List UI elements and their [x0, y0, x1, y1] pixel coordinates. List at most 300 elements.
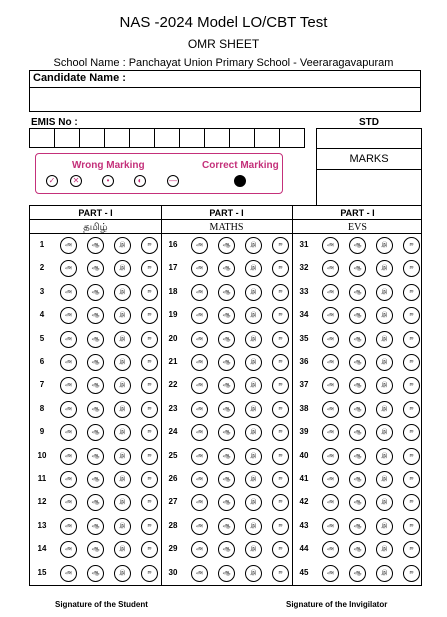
- answer-bubble[interactable]: அ: [60, 331, 77, 348]
- question-number: 32: [299, 263, 309, 273]
- question-row: [30, 469, 161, 491]
- answer-bubble[interactable]: அ: [191, 331, 208, 348]
- answer-bubble[interactable]: ஈ: [403, 518, 420, 535]
- answer-bubble[interactable]: இ: [114, 237, 131, 254]
- answer-bubble[interactable]: ஈ: [272, 331, 289, 348]
- question-number: 3: [39, 286, 45, 296]
- answer-bubble[interactable]: இ: [114, 354, 131, 371]
- question-row: [292, 563, 423, 585]
- answer-bubble[interactable]: ஈ: [403, 494, 420, 511]
- answer-bubble[interactable]: அ: [322, 284, 339, 301]
- question-row: [292, 539, 423, 561]
- answer-bubble[interactable]: ஆ: [218, 401, 235, 418]
- question-number: 22: [168, 380, 178, 390]
- wrong-mark-example: •: [102, 175, 114, 187]
- answer-bubble[interactable]: ஈ: [141, 284, 158, 301]
- answer-bubble[interactable]: ஆ: [349, 307, 366, 324]
- answer-bubble[interactable]: ஆ: [349, 260, 366, 277]
- std-divider: [317, 148, 421, 149]
- answer-bubble[interactable]: அ: [60, 401, 77, 418]
- answer-bubble[interactable]: ஆ: [87, 401, 104, 418]
- answer-bubble[interactable]: இ: [245, 237, 262, 254]
- question-row: [30, 352, 161, 374]
- question-number: 29: [168, 544, 178, 554]
- invigilator-signature: Signature of the Invigilator: [286, 600, 388, 609]
- answer-bubble[interactable]: ஈ: [403, 401, 420, 418]
- question-row: [30, 563, 161, 585]
- question-number: 10: [37, 450, 47, 460]
- answer-bubble[interactable]: ஈ: [403, 237, 420, 254]
- question-row: [161, 399, 292, 421]
- answer-bubble[interactable]: ஈ: [272, 518, 289, 535]
- answer-bubble[interactable]: ஆ: [87, 518, 104, 535]
- answer-bubble[interactable]: ஈ: [141, 448, 158, 465]
- answer-bubble[interactable]: ஈ: [403, 448, 420, 465]
- question-row: [161, 539, 292, 561]
- emis-digit-box[interactable]: [104, 128, 130, 148]
- answer-bubble[interactable]: அ: [191, 260, 208, 277]
- answer-bubble[interactable]: இ: [245, 518, 262, 535]
- emis-digit-box[interactable]: [54, 128, 80, 148]
- answer-bubble[interactable]: ஈ: [272, 354, 289, 371]
- answer-bubble[interactable]: ஈ: [141, 401, 158, 418]
- answer-bubble[interactable]: அ: [322, 541, 339, 558]
- answer-bubble[interactable]: ஈ: [272, 424, 289, 441]
- answer-bubble[interactable]: இ: [376, 424, 393, 441]
- answer-bubble[interactable]: அ: [322, 354, 339, 371]
- answer-bubble[interactable]: இ: [245, 307, 262, 324]
- answer-bubble[interactable]: இ: [114, 307, 131, 324]
- answer-bubble[interactable]: அ: [60, 471, 77, 488]
- answer-bubble[interactable]: ஆ: [87, 448, 104, 465]
- answer-bubble[interactable]: ஈ: [403, 377, 420, 394]
- answer-bubble[interactable]: இ: [376, 354, 393, 371]
- std-label: STD: [359, 117, 379, 128]
- answer-bubble[interactable]: ஆ: [349, 237, 366, 254]
- answer-bubble[interactable]: இ: [245, 331, 262, 348]
- question-row: [292, 422, 423, 444]
- question-row: [30, 539, 161, 561]
- answer-bubble[interactable]: இ: [376, 471, 393, 488]
- question-number: 21: [168, 357, 178, 366]
- answer-bubble[interactable]: ஈ: [272, 237, 289, 254]
- answer-bubble[interactable]: ஆ: [87, 284, 104, 301]
- question-row: [292, 305, 423, 327]
- question-row: [161, 446, 292, 468]
- answer-bubble[interactable]: அ: [191, 448, 208, 465]
- answer-bubble[interactable]: இ: [114, 260, 131, 277]
- answer-bubble[interactable]: இ: [245, 471, 262, 488]
- emis-digit-box[interactable]: [29, 128, 55, 148]
- question-number: 13: [37, 520, 47, 530]
- answer-bubble[interactable]: ஆ: [218, 331, 235, 348]
- answer-bubble[interactable]: இ: [245, 377, 262, 394]
- answer-bubble[interactable]: அ: [191, 354, 208, 371]
- question-row: [292, 235, 423, 257]
- question-row: [161, 235, 292, 257]
- question-number: 36: [299, 357, 309, 366]
- student-signature: Signature of the Student: [55, 600, 148, 609]
- answer-bubble[interactable]: ஈ: [272, 284, 289, 301]
- subject-heading: MATHS: [209, 222, 244, 233]
- answer-bubble[interactable]: அ: [60, 448, 77, 465]
- marks-divider: [317, 169, 421, 170]
- answer-bubble[interactable]: ஆ: [218, 565, 235, 582]
- answer-bubble[interactable]: அ: [322, 307, 339, 324]
- answer-bubble[interactable]: இ: [245, 565, 262, 582]
- question-row: [161, 352, 292, 374]
- question-number: 7: [39, 380, 45, 390]
- answer-bubble[interactable]: ஆ: [87, 494, 104, 511]
- correct-mark-example: [234, 175, 246, 187]
- answer-bubble[interactable]: அ: [322, 518, 339, 535]
- emis-label: EMIS No :: [31, 117, 78, 128]
- question-number: 25: [168, 450, 178, 460]
- question-number: 43: [299, 520, 309, 530]
- std-marks-box: [316, 128, 422, 206]
- question-row: [30, 235, 161, 257]
- question-row: [161, 563, 292, 585]
- question-number: 37: [299, 380, 309, 390]
- answer-bubble[interactable]: இ: [245, 541, 262, 558]
- answer-bubble[interactable]: இ: [114, 565, 131, 582]
- answer-bubble[interactable]: ஆ: [218, 237, 235, 254]
- answer-bubble[interactable]: ஈ: [272, 494, 289, 511]
- emis-digit-box[interactable]: [79, 128, 105, 148]
- answer-bubble[interactable]: அ: [322, 237, 339, 254]
- answer-bubble[interactable]: அ: [60, 424, 77, 441]
- answer-bubble[interactable]: ஆ: [218, 307, 235, 324]
- answer-bubble[interactable]: அ: [60, 284, 77, 301]
- answer-bubble[interactable]: அ: [191, 284, 208, 301]
- answer-bubble[interactable]: ஆ: [349, 541, 366, 558]
- answer-bubble[interactable]: ஆ: [349, 377, 366, 394]
- question-number: 20: [168, 333, 178, 343]
- question-row: [30, 399, 161, 421]
- question-number: 31: [299, 240, 309, 249]
- marks-label: MARKS: [349, 153, 389, 165]
- answer-bubble[interactable]: ஈ: [141, 237, 158, 254]
- question-row: [161, 469, 292, 491]
- answer-bubble[interactable]: இ: [114, 448, 131, 465]
- question-number: 45: [299, 567, 309, 577]
- question-number: 15: [37, 567, 47, 577]
- answer-bubble[interactable]: ஈ: [141, 565, 158, 582]
- question-number: 39: [299, 427, 309, 437]
- answer-bubble[interactable]: அ: [322, 494, 339, 511]
- answer-bubble[interactable]: அ: [322, 401, 339, 418]
- sheet-title: NAS -2024 Model LO/CBT Test: [119, 14, 328, 31]
- wrong-mark-example: ✕: [70, 175, 82, 187]
- wrong-mark-example: ✓: [46, 175, 58, 187]
- answer-bubble[interactable]: ஆ: [349, 494, 366, 511]
- question-row: [292, 258, 423, 280]
- question-row: [292, 375, 423, 397]
- answer-bubble[interactable]: அ: [322, 471, 339, 488]
- emis-digit-box[interactable]: [179, 128, 205, 148]
- answer-bubble[interactable]: அ: [191, 518, 208, 535]
- answer-bubble[interactable]: இ: [114, 541, 131, 558]
- answer-bubble[interactable]: ஈ: [403, 260, 420, 277]
- question-row: [30, 492, 161, 514]
- answer-bubble[interactable]: ஈ: [403, 307, 420, 324]
- question-row: [161, 329, 292, 351]
- answer-bubble[interactable]: ஆ: [218, 494, 235, 511]
- answer-bubble[interactable]: ஈ: [403, 284, 420, 301]
- emis-digit-box[interactable]: [204, 128, 230, 148]
- answer-bubble[interactable]: இ: [376, 331, 393, 348]
- answer-bubble[interactable]: ஆ: [218, 377, 235, 394]
- emis-digit-box[interactable]: [129, 128, 155, 148]
- answer-bubble[interactable]: ஈ: [403, 565, 420, 582]
- question-number: 26: [168, 474, 178, 483]
- answer-bubble[interactable]: ஆ: [87, 471, 104, 488]
- question-number: 34: [299, 310, 309, 320]
- question-row: [161, 258, 292, 280]
- answer-bubble[interactable]: இ: [376, 307, 393, 324]
- answer-bubble[interactable]: ஆ: [87, 424, 104, 441]
- answer-bubble[interactable]: இ: [376, 494, 393, 511]
- answer-bubble[interactable]: ஆ: [87, 237, 104, 254]
- emis-digit-box[interactable]: [154, 128, 180, 148]
- subject-heading: EVS: [348, 222, 367, 233]
- answer-bubble[interactable]: ஈ: [272, 541, 289, 558]
- answer-bubble[interactable]: இ: [245, 448, 262, 465]
- question-row: [30, 305, 161, 327]
- answer-bubble[interactable]: இ: [245, 401, 262, 418]
- part-heading: PART - I: [78, 208, 113, 218]
- question-number: 42: [299, 497, 309, 507]
- answer-bubble[interactable]: ஆ: [218, 471, 235, 488]
- answer-bubble[interactable]: ஆ: [349, 401, 366, 418]
- answer-bubble[interactable]: ஆ: [349, 424, 366, 441]
- answer-bubble[interactable]: ஈ: [141, 307, 158, 324]
- answer-bubble[interactable]: இ: [245, 494, 262, 511]
- question-number: 12: [37, 497, 47, 507]
- question-number: 9: [39, 427, 45, 437]
- question-row: [292, 492, 423, 514]
- question-row: [30, 329, 161, 351]
- answer-bubble[interactable]: ஈ: [403, 471, 420, 488]
- part-heading: PART - I: [209, 208, 244, 218]
- answer-bubble[interactable]: ஆ: [87, 307, 104, 324]
- column-divider: [161, 206, 162, 585]
- answer-bubble[interactable]: ஈ: [403, 331, 420, 348]
- answer-bubble[interactable]: ஈ: [141, 260, 158, 277]
- answer-bubble[interactable]: அ: [322, 448, 339, 465]
- question-number: 35: [299, 333, 309, 343]
- question-number: 41: [299, 474, 309, 483]
- answer-bubble[interactable]: ஈ: [141, 518, 158, 535]
- answer-bubble[interactable]: ஈ: [141, 377, 158, 394]
- school-name: School Name : Panchayat Union Primary School - Veeraragavapuram: [53, 57, 394, 69]
- answer-bubble[interactable]: அ: [191, 237, 208, 254]
- answer-bubble[interactable]: ஈ: [403, 424, 420, 441]
- answer-bubble[interactable]: அ: [322, 565, 339, 582]
- answer-bubble[interactable]: ஆ: [87, 541, 104, 558]
- answer-bubble[interactable]: ஆ: [218, 448, 235, 465]
- section-column: [161, 206, 292, 585]
- question-number: 6: [39, 357, 45, 366]
- answer-bubble[interactable]: ஈ: [403, 541, 420, 558]
- question-row: [292, 469, 423, 491]
- answer-bubble[interactable]: அ: [60, 494, 77, 511]
- answer-bubble[interactable]: அ: [60, 237, 77, 254]
- candidate-name-box[interactable]: [29, 70, 421, 112]
- answer-bubble[interactable]: ஆ: [87, 377, 104, 394]
- answer-bubble[interactable]: அ: [322, 260, 339, 277]
- wrong-mark-example: ◐: [134, 175, 146, 187]
- emis-digit-box[interactable]: [254, 128, 280, 148]
- answer-bubble[interactable]: அ: [191, 565, 208, 582]
- answer-bubble[interactable]: இ: [114, 401, 131, 418]
- question-row: [30, 282, 161, 304]
- question-number: 30: [168, 567, 178, 577]
- header-divider: [30, 233, 421, 234]
- question-number: 8: [39, 403, 45, 413]
- answer-bubble[interactable]: அ: [60, 565, 77, 582]
- question-number: 38: [299, 403, 309, 413]
- answer-bubble[interactable]: அ: [191, 494, 208, 511]
- question-row: [30, 258, 161, 280]
- answer-bubble[interactable]: ஆ: [349, 565, 366, 582]
- answer-bubble[interactable]: இ: [376, 518, 393, 535]
- marking-legend: [35, 153, 283, 194]
- answer-bubble[interactable]: இ: [114, 471, 131, 488]
- answer-bubble[interactable]: அ: [60, 518, 77, 535]
- answer-bubble[interactable]: ஆ: [349, 354, 366, 371]
- answer-bubble[interactable]: இ: [114, 331, 131, 348]
- answer-bubble[interactable]: ஈ: [141, 354, 158, 371]
- answer-bubble[interactable]: ஆ: [218, 424, 235, 441]
- answer-bubble[interactable]: ஈ: [272, 471, 289, 488]
- answer-bubble[interactable]: இ: [114, 284, 131, 301]
- answer-bubble[interactable]: இ: [245, 284, 262, 301]
- answer-bubble[interactable]: ஆ: [349, 518, 366, 535]
- answer-bubble[interactable]: அ: [191, 401, 208, 418]
- answer-bubble[interactable]: இ: [376, 237, 393, 254]
- question-number: 33: [299, 286, 309, 296]
- answer-bubble[interactable]: ஆ: [218, 541, 235, 558]
- question-row: [161, 516, 292, 538]
- question-number: 19: [168, 310, 178, 320]
- answer-bubble[interactable]: ஈ: [272, 448, 289, 465]
- answer-bubble[interactable]: ஆ: [349, 331, 366, 348]
- answer-bubble[interactable]: ஆ: [349, 284, 366, 301]
- question-number: 18: [168, 286, 178, 296]
- question-row: [30, 375, 161, 397]
- answer-bubble[interactable]: அ: [60, 260, 77, 277]
- answer-bubble[interactable]: அ: [60, 377, 77, 394]
- answer-bubble[interactable]: இ: [376, 541, 393, 558]
- question-number: 4: [39, 310, 45, 320]
- question-number: 5: [39, 333, 45, 343]
- question-row: [161, 375, 292, 397]
- answer-bubble[interactable]: ஆ: [87, 354, 104, 371]
- sheet-subtitle: OMR SHEET: [187, 37, 260, 51]
- answer-bubble[interactable]: அ: [322, 377, 339, 394]
- correct-marking-label: Correct Marking: [202, 160, 279, 171]
- answer-bubble[interactable]: ஈ: [141, 471, 158, 488]
- answer-bubble[interactable]: இ: [376, 284, 393, 301]
- question-number: 44: [299, 544, 309, 554]
- question-number: 14: [37, 544, 47, 554]
- emis-digit-box[interactable]: [229, 128, 255, 148]
- answer-bubble[interactable]: ஆ: [218, 260, 235, 277]
- question-number: 23: [168, 403, 178, 413]
- answer-bubble[interactable]: இ: [245, 354, 262, 371]
- answer-bubble[interactable]: இ: [114, 377, 131, 394]
- answer-bubble[interactable]: இ: [114, 518, 131, 535]
- answer-bubble[interactable]: ஆ: [87, 565, 104, 582]
- answer-bubble[interactable]: அ: [191, 424, 208, 441]
- question-row: [30, 422, 161, 444]
- answer-bubble[interactable]: அ: [60, 541, 77, 558]
- answer-bubble[interactable]: ஆ: [349, 448, 366, 465]
- section-column: [30, 206, 161, 585]
- question-number: 28: [168, 520, 178, 530]
- answer-bubble[interactable]: இ: [376, 401, 393, 418]
- answer-bubble[interactable]: அ: [191, 377, 208, 394]
- answer-bubble[interactable]: இ: [376, 448, 393, 465]
- question-number: 1: [39, 240, 45, 249]
- answer-bubble[interactable]: ஈ: [272, 377, 289, 394]
- answer-bubble[interactable]: அ: [322, 331, 339, 348]
- answer-bubble[interactable]: ஈ: [403, 354, 420, 371]
- answer-bubble[interactable]: அ: [322, 424, 339, 441]
- answer-bubble[interactable]: இ: [376, 260, 393, 277]
- answer-bubble[interactable]: அ: [191, 471, 208, 488]
- answer-bubble[interactable]: இ: [245, 260, 262, 277]
- question-number: 27: [168, 497, 178, 507]
- section-column: [292, 206, 423, 585]
- answer-bubble[interactable]: இ: [376, 377, 393, 394]
- answer-bubble[interactable]: அ: [191, 307, 208, 324]
- answer-bubble[interactable]: ஈ: [141, 494, 158, 511]
- answer-bubble[interactable]: இ: [376, 565, 393, 582]
- answer-bubble[interactable]: ஈ: [272, 307, 289, 324]
- answer-bubble[interactable]: அ: [60, 354, 77, 371]
- question-number: 11: [37, 474, 47, 483]
- answer-bubble[interactable]: ஈ: [272, 260, 289, 277]
- answer-bubble[interactable]: இ: [114, 494, 131, 511]
- question-number: 40: [299, 450, 309, 460]
- question-row: [30, 446, 161, 468]
- answer-bubble[interactable]: ஆ: [349, 471, 366, 488]
- answer-bubble[interactable]: ஈ: [141, 424, 158, 441]
- answer-bubble[interactable]: ஈ: [141, 541, 158, 558]
- answer-bubble[interactable]: இ: [114, 424, 131, 441]
- answer-bubble[interactable]: ஆ: [218, 518, 235, 535]
- header-divider: [30, 219, 421, 220]
- answer-bubble[interactable]: அ: [60, 307, 77, 324]
- emis-digit-box[interactable]: [279, 128, 305, 148]
- column-divider: [292, 206, 293, 585]
- answer-bubble[interactable]: ஈ: [272, 565, 289, 582]
- answer-bubble[interactable]: ஆ: [218, 284, 235, 301]
- answer-bubble[interactable]: ஆ: [87, 331, 104, 348]
- wrong-mark-example: —: [169, 176, 177, 185]
- answer-bubble[interactable]: ஆ: [218, 354, 235, 371]
- answer-bubble[interactable]: இ: [245, 424, 262, 441]
- answer-bubble[interactable]: ஈ: [272, 401, 289, 418]
- question-number: 16: [168, 240, 178, 249]
- answer-bubble[interactable]: ஈ: [141, 331, 158, 348]
- emis-boxes[interactable]: [29, 128, 304, 148]
- answer-bubble[interactable]: ஆ: [87, 260, 104, 277]
- answer-bubble[interactable]: அ: [191, 541, 208, 558]
- question-row: [30, 516, 161, 538]
